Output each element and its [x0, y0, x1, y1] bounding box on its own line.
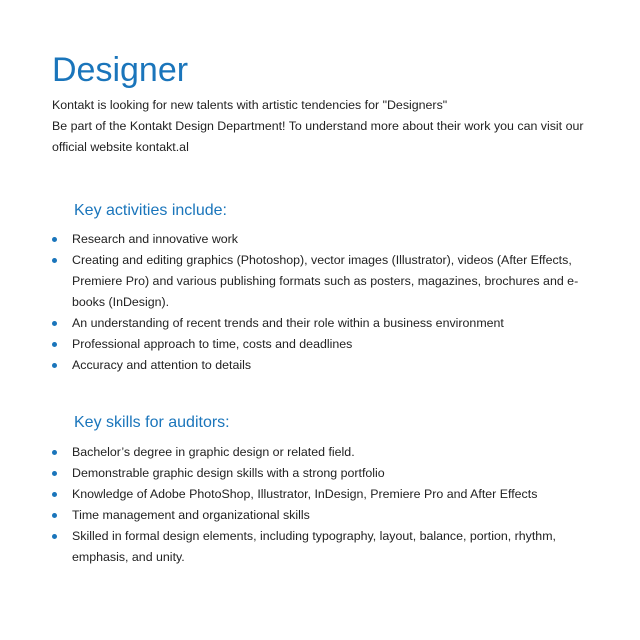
skills-list [52, 442, 592, 568]
bullet-icon [52, 513, 57, 518]
skills-heading: Key skills for auditors: [74, 414, 230, 431]
list-item [52, 313, 592, 334]
list-item-text: Demonstrable graphic design skills with a strong portfolio [72, 466, 385, 480]
list-item-text: Creating and editing graphics (Photoshop), vector images (Illustrator), videos (After Effects, Premiere Pro) and various publishing formats such as posters, magazines, brochures and e-books (InDesign). [72, 253, 579, 309]
bullet-icon [52, 321, 57, 326]
list-item-text: Bachelor’s degree in graphic design or related field. [72, 445, 355, 459]
bullet-icon [52, 534, 57, 539]
list-item [52, 484, 592, 505]
list-item [52, 250, 592, 313]
list-item [52, 442, 592, 463]
bullet-icon [52, 237, 57, 242]
page-title: Designer [52, 51, 189, 89]
list-item [52, 334, 592, 355]
activities-heading: Key activities include: [74, 202, 227, 219]
bullet-icon [52, 471, 57, 476]
bullet-icon [52, 450, 57, 455]
intro-line-2: Be part of the Kontakt Design Department! To understand more about their work you can visit our official website kontakt.al [52, 119, 584, 154]
activities-list [52, 229, 592, 376]
list-item [52, 463, 592, 484]
intro-line-1: Kontakt is looking for new talents with artistic tendencies for "Designers" [52, 98, 448, 112]
list-item-text: Research and innovative work [72, 232, 238, 246]
list-item [52, 355, 592, 376]
list-item [52, 526, 592, 568]
list-item [52, 229, 592, 250]
list-item [52, 505, 592, 526]
intro-text [52, 95, 612, 158]
list-item-text: An understanding of recent trends and their role within a business environment [72, 316, 504, 330]
bullet-icon [52, 492, 57, 497]
list-item-text: Skilled in formal design elements, including typography, layout, balance, portion, rhythm, emphasis, and unity. [72, 529, 556, 564]
list-item-text: Time management and organizational skills [72, 508, 310, 522]
bullet-icon [52, 258, 57, 263]
bullet-icon [52, 342, 57, 347]
list-item-text: Accuracy and attention to details [72, 358, 252, 372]
list-item-text: Knowledge of Adobe PhotoShop, Illustrator, InDesign, Premiere Pro and After Effects [72, 487, 538, 501]
list-item-text: Professional approach to time, costs and deadlines [72, 337, 353, 351]
bullet-icon [52, 363, 57, 368]
